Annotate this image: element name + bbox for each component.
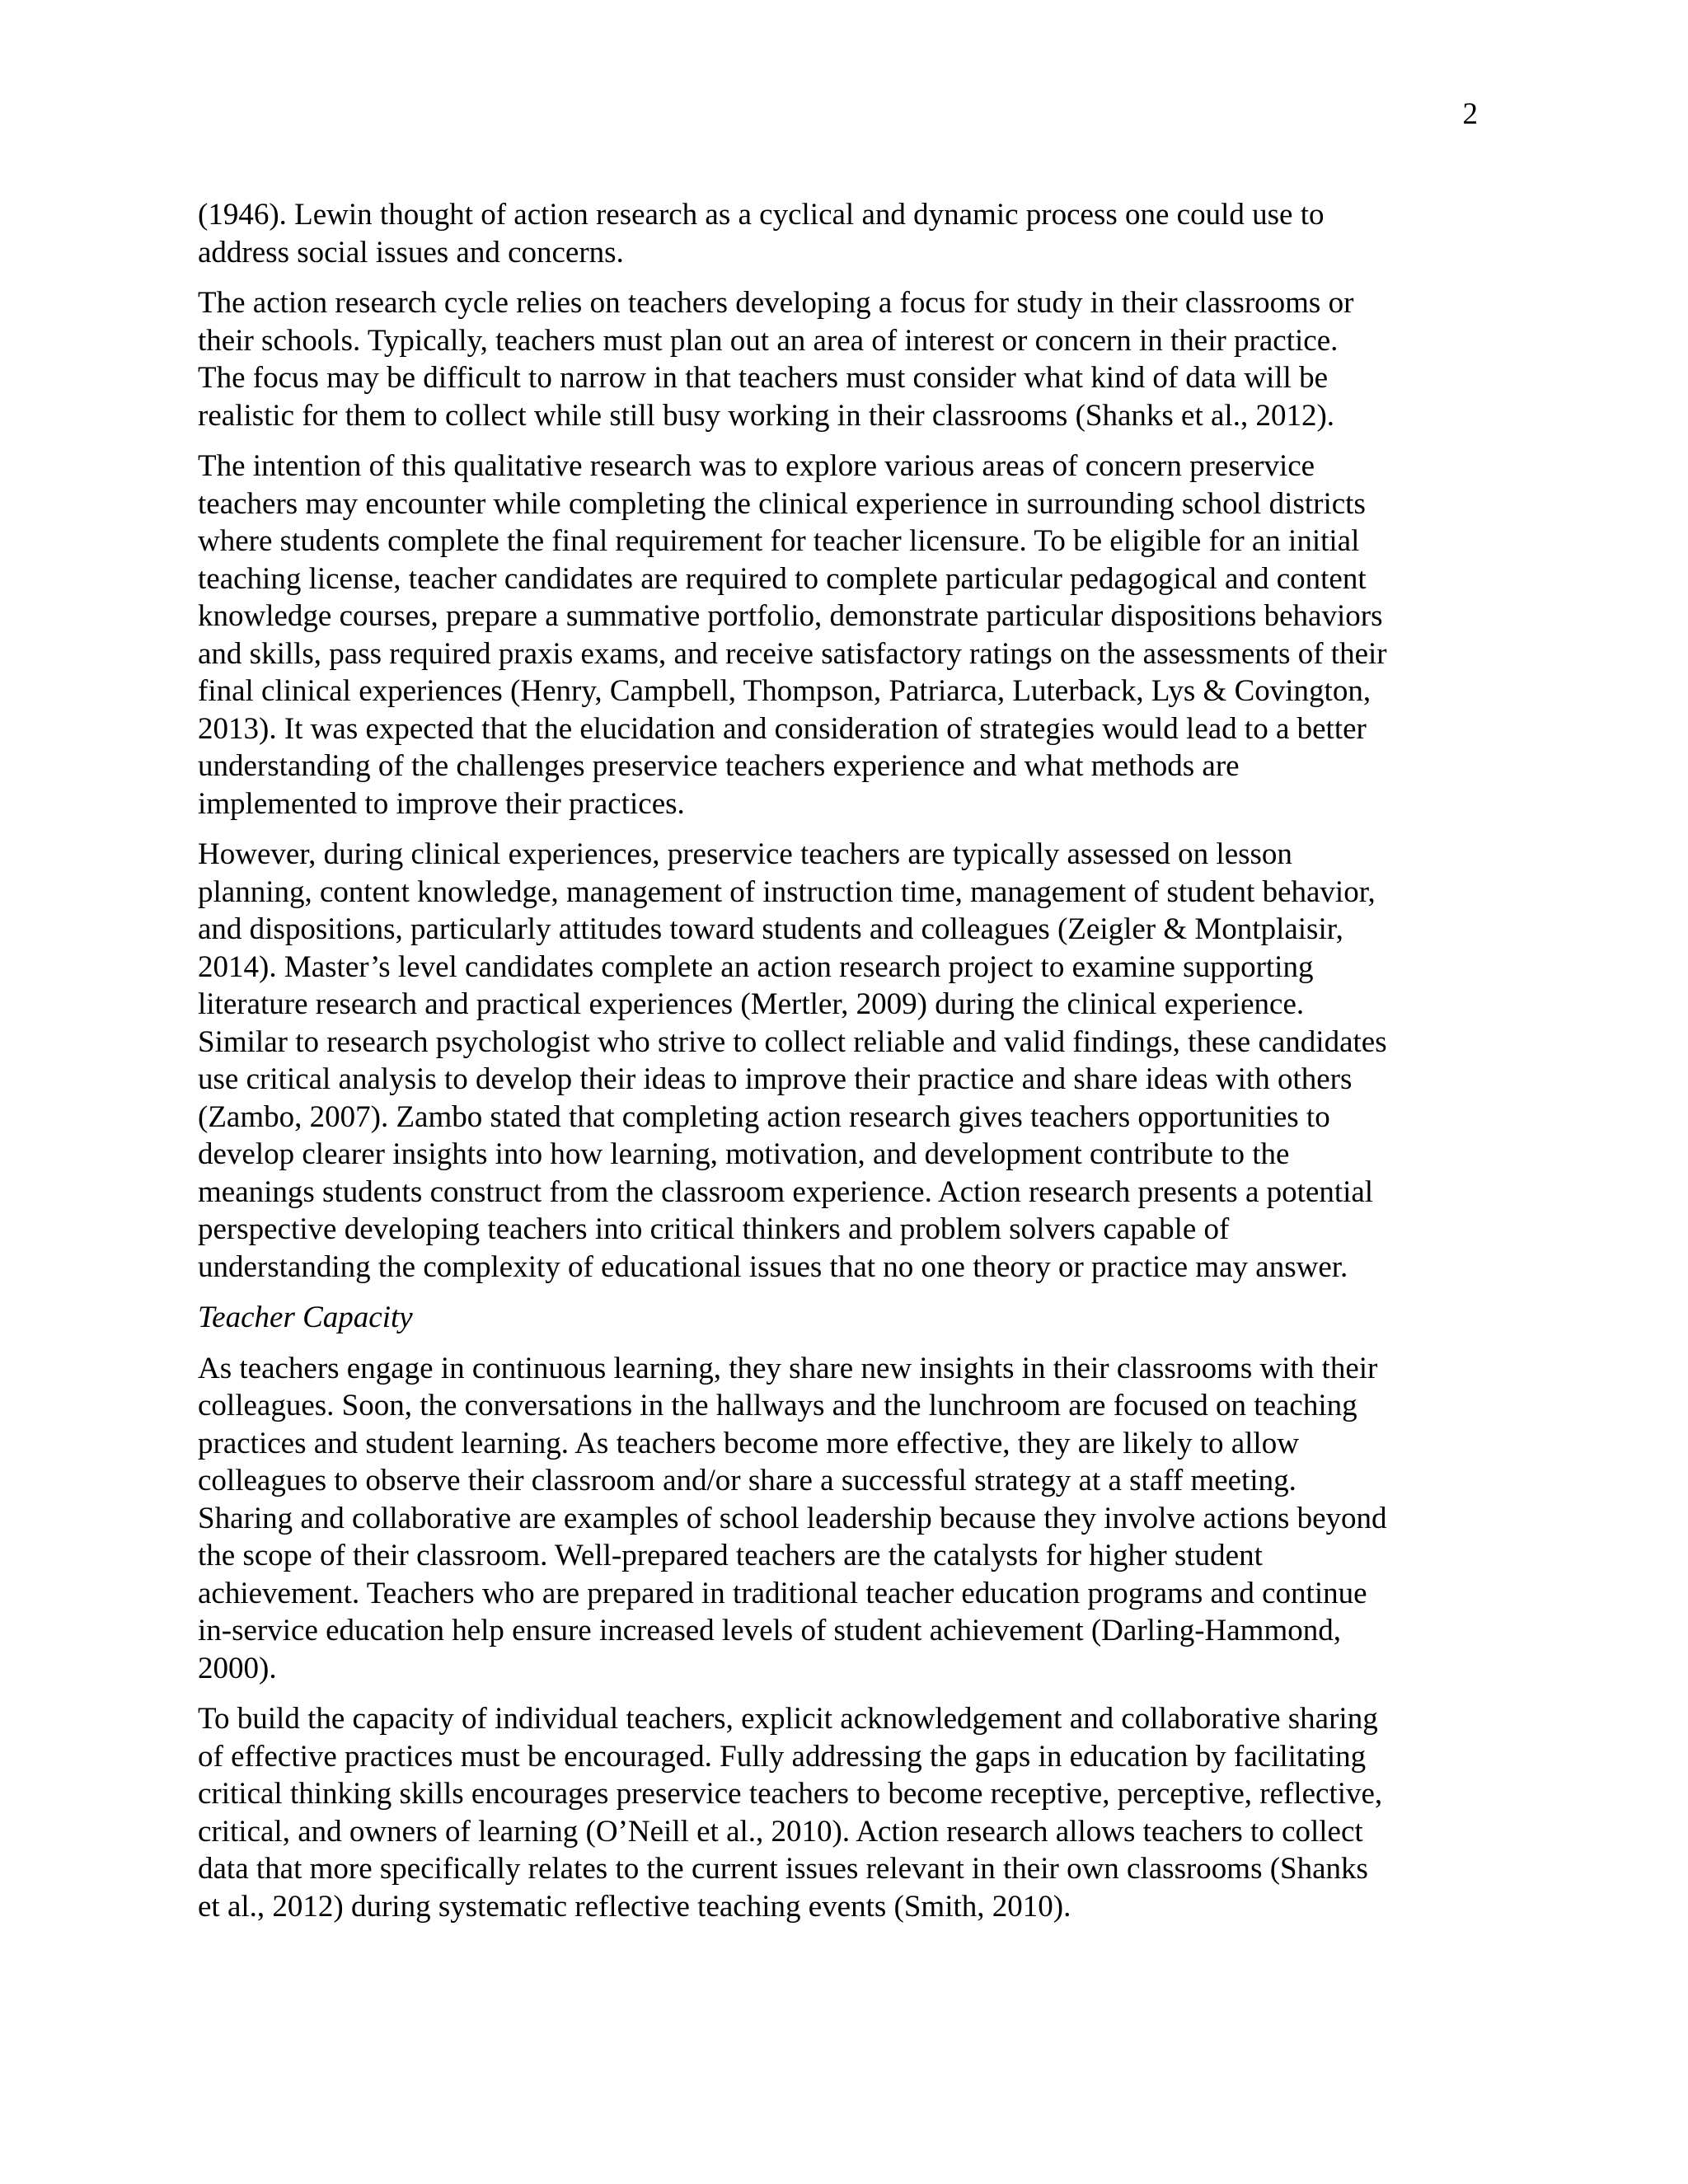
paragraph-build-capacity: To build the capacity of individual teachers, explicit acknowledgement and collaborative sharing of effective practices must be encouraged. Fully addressing the gaps in education by facilitating critical thinking skills encourages preservice teachers to become receptive, perceptive, reflective, critical, and owners of learning (O’Neill et al., 2010). Action research allows teachers to collect data that more specifically relates to the current issues relevant in their own classrooms (Shanks et al., 2012) during systematic reflective teaching events (Smith, 2010). [198,1702,1383,1924]
paragraph-action-research-cycle: The action research cycle relies on teachers developing a focus for study in their classrooms or their schools. Typically, teachers must plan out an area of interest or concern in their practice. The focus may be difficult to narrow in that teachers must consider what kind of data will be realistic for them to collect while still busy working in their classrooms (Shanks et al., 2012). [198,286,1354,433]
paragraph-continuous-learning: As teachers engage in continuous learning, they share new insights in their classrooms with their colleagues. Soon, the conversations in the hallways and the lunchroom are focused on teaching practices and student learning. As teachers become more effective, they are likely to allow colleagues to observe their classroom and/or share a successful strategy at a staff meeting. Sharing and collaborative are examples of school leadership because they involve actions beyond the scope of their classroom. Well-prepared teachers are the catalysts for higher student achievement. Teachers who are prepared in traditional teacher education programs and continue in-service education help ensure increased levels of student achievement (Darling-Hammond, 2000). [198,1351,1387,1685]
paragraph-clinical-experiences: However, during clinical experiences, preservice teachers are typically assessed on lesson planning, content knowledge, management of instruction time, management of student behavior, and dispositions, particularly attitudes toward students and colleagues (Zeigler & Montplaisir, 2014). Master’s level candidates complete an action research project to examine supporting literature research and practical experiences (Mertler, 2009) during the clinical experience. Similar to research psychologist who strive to collect reliable and valid findings, these candidates use critical analysis to develop their ideas to improve their practice and share ideas with others (Zambo, 2007). Zambo stated that completing action research gives teachers opportunities to develop clearer insights into how learning, motivation, and development contribute to the meanings students construct from the classroom experience. Action research presents a potential perspective developing teachers into critical thinkers and problem solvers capable of understanding the complexity of educational issues that no one theory or practice may answer. [198,837,1387,1284]
body-text [198,196,1488,1938]
paragraph-lewin-continuation: (1946). Lewin thought of action research as a cyclical and dynamic process one could use to address social issues and concerns. [198,198,1325,269]
page-number: 2 [1462,97,1478,131]
section-heading-teacher-capacity: Teacher Capacity [198,1301,413,1334]
paragraph-research-intention: The intention of this qualitative research was to explore various areas of concern preservice teachers may encounter while completing the clinical experience in surrounding school districts where students complete the final requirement for teacher licensure. To be eligible for an initial teaching license, teacher candidates are required to complete particular pedagogical and content knowledge courses, prepare a summative portfolio, demonstrate particular dispositions behaviors and skills, pass required praxis exams, and receive satisfactory ratings on the assessments of their final clinical experiences (Henry, Campbell, Thompson, Patriarca, Luterback, Lys & Covington, 2013). It was expected that the elucidation and consideration of strategies would lead to a better understanding of the challenges preservice teachers experience and what methods are implemented to improve their practices. [198,449,1387,821]
